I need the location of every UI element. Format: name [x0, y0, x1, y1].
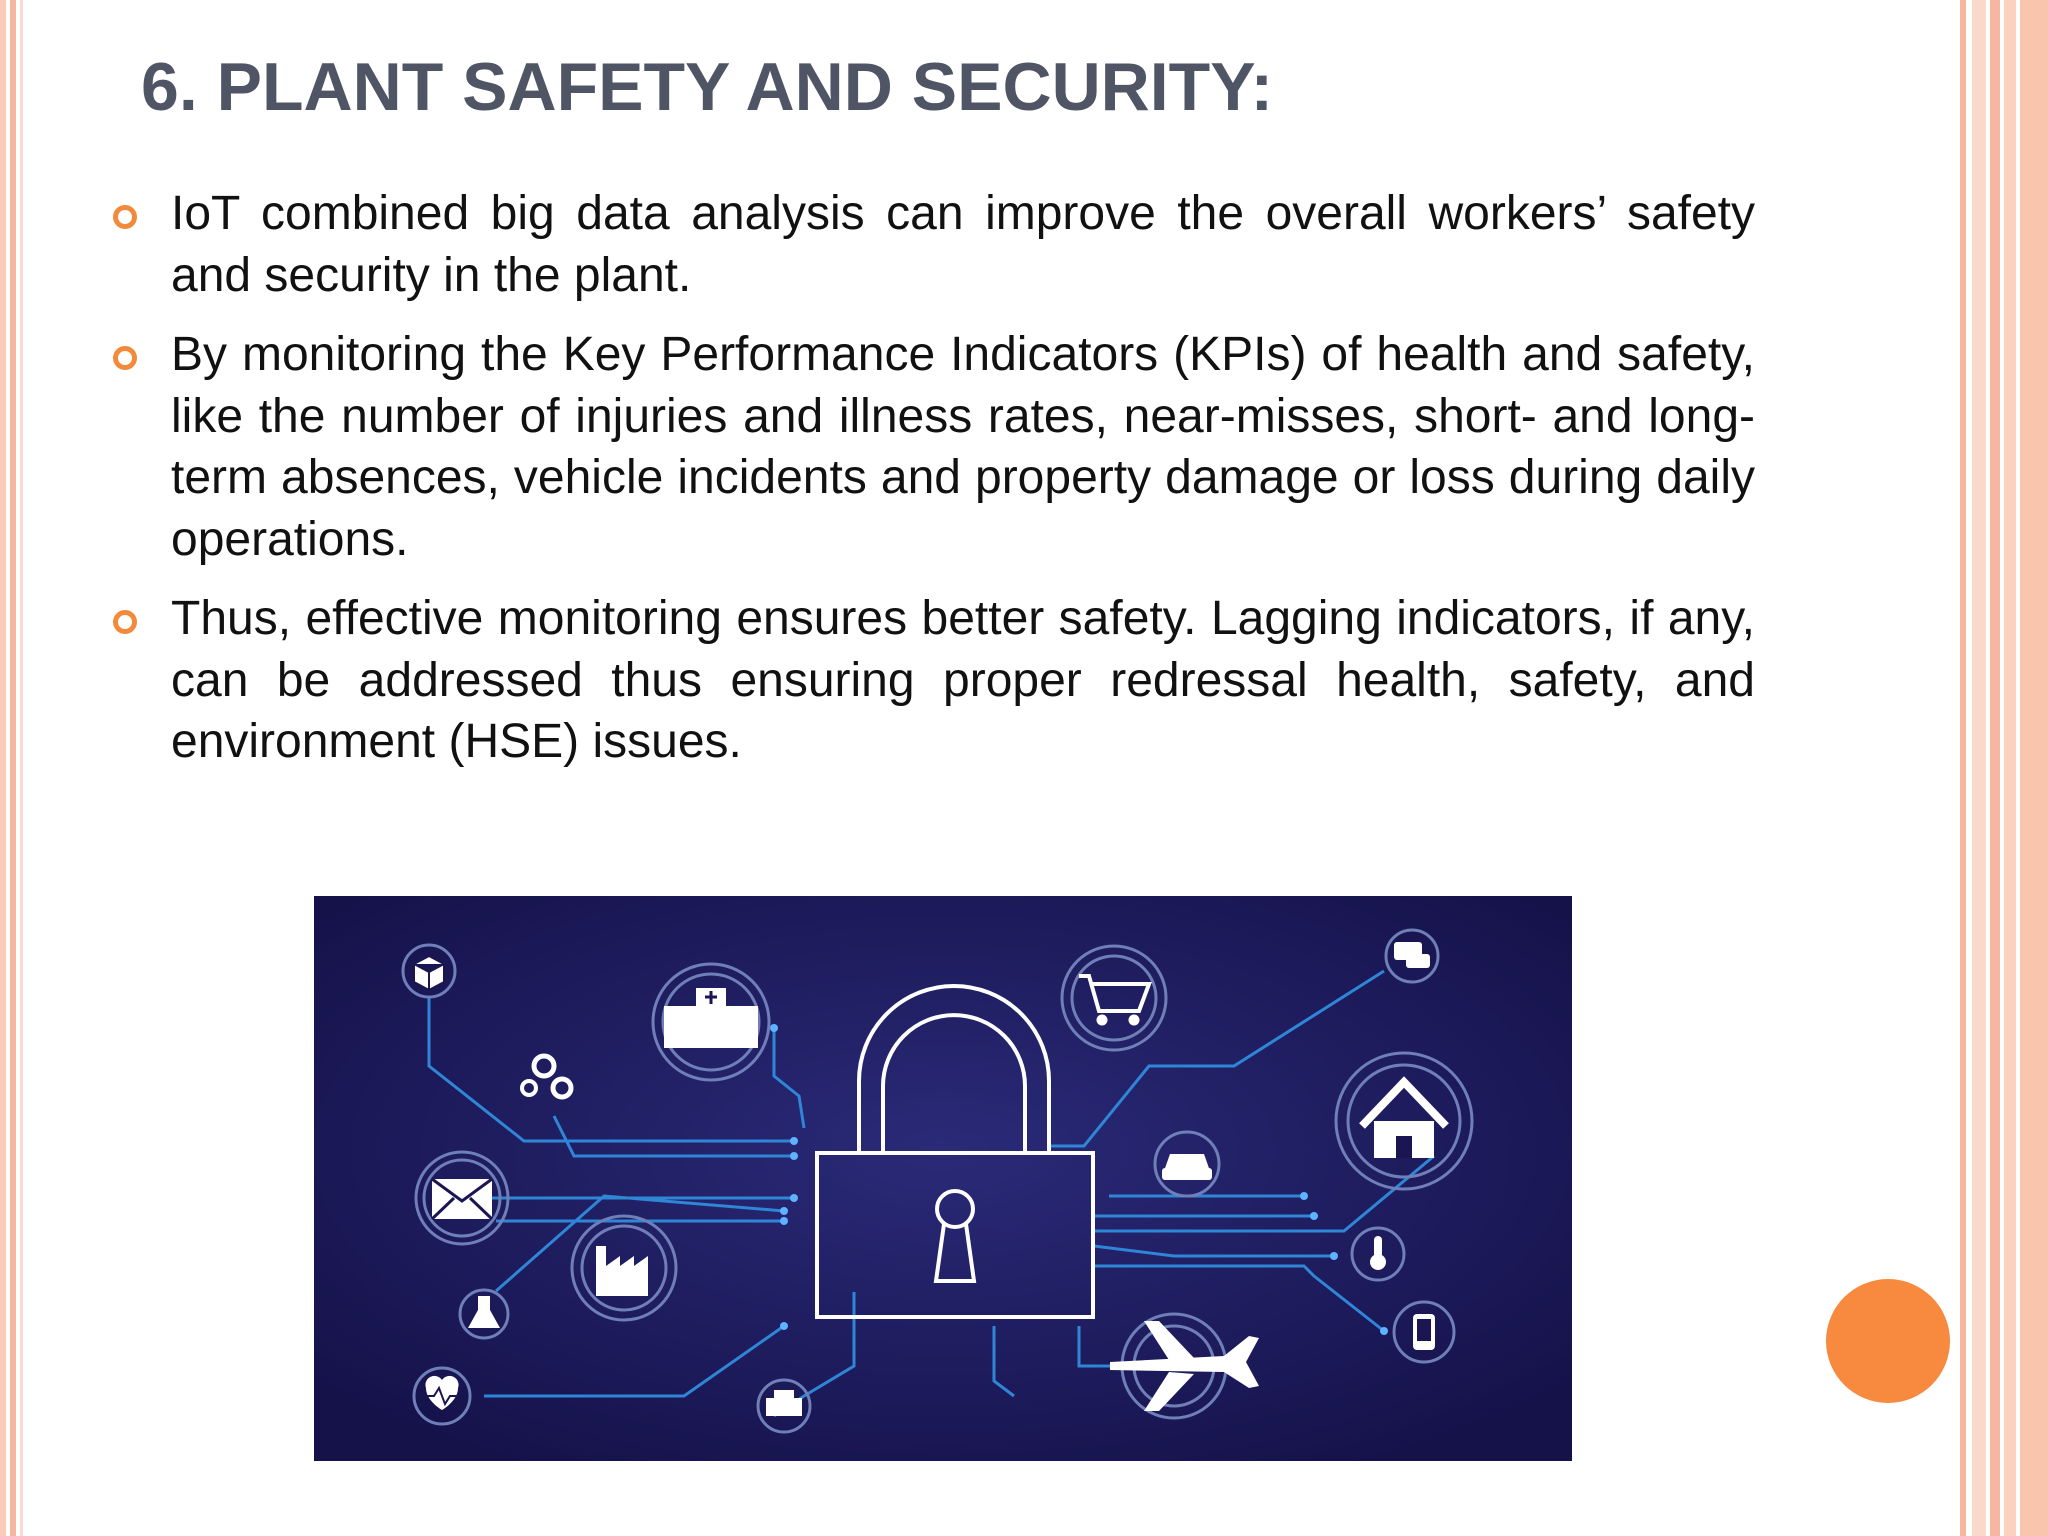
left-border-stripe	[0, 0, 6, 1536]
bullet-text: IoT combined big data analysis can improve the overall workers’ safety and security in the plant.	[171, 187, 1755, 302]
right-border-stripe	[1990, 0, 2000, 1536]
bullet-text: By monitoring the Key Performance Indicators (KPIs) of health and safety, like the number of injuries and illness rates, near-misses, short- and long-term absences, vehicle incidents and property damage or loss during daily operations.	[171, 328, 1755, 566]
accent-circle	[1826, 1279, 1950, 1403]
left-border-stripe	[20, 0, 23, 1536]
bullet-text: Thus, effective monitoring ensures better safety. Lagging indicators, if any, can be addressed thus ensuring proper redressal health, safety, and environment (HSE) issues.	[171, 592, 1755, 768]
bullet-item	[110, 588, 1755, 773]
bullet-item	[110, 183, 1755, 306]
bullet-item	[110, 324, 1755, 570]
iot-security-illustration	[314, 896, 1572, 1461]
bullet-marker-icon	[113, 346, 137, 370]
bullet-list	[110, 183, 1755, 791]
bullet-marker-icon	[113, 610, 137, 634]
right-border-stripe	[2020, 0, 2048, 1536]
slide-title: 6. PLANT SAFETY AND SECURITY:	[141, 49, 1274, 125]
left-border-stripe	[10, 0, 16, 1536]
right-border-stripe	[1960, 0, 1966, 1536]
bullet-marker-icon	[113, 205, 137, 229]
right-border-stripe	[2004, 0, 2016, 1536]
right-border-stripe	[1972, 0, 1986, 1536]
